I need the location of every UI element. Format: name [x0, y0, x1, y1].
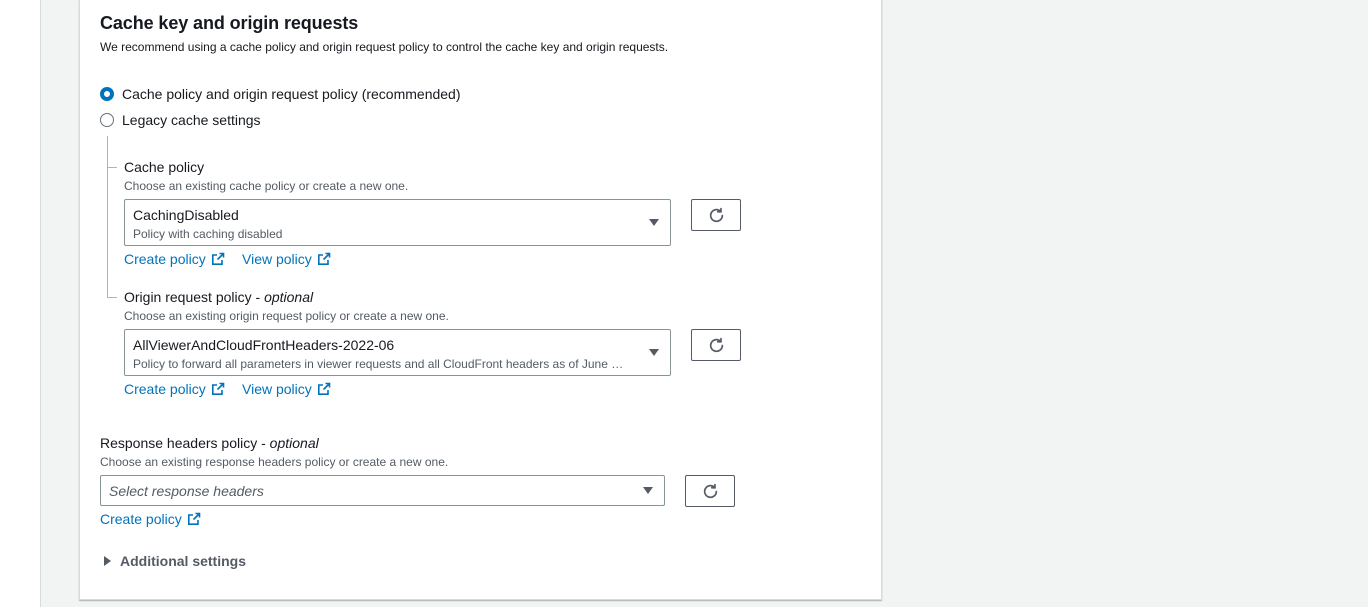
cache-policy-create-link[interactable] [124, 251, 225, 267]
tree-connector-branch [107, 297, 117, 298]
additional-settings-expander[interactable] [104, 553, 246, 569]
response-headers-policy-select[interactable] [100, 475, 665, 506]
response-headers-policy-label-text: Response headers policy [100, 435, 258, 451]
cache-policy-refresh-button[interactable] [691, 199, 741, 231]
origin-request-policy-label-text: Origin request policy [124, 289, 252, 305]
label-separator: - [251, 289, 265, 305]
create-policy-label: Create policy [100, 511, 182, 527]
response-headers-policy-create-link[interactable] [100, 511, 201, 527]
response-headers-policy-description: Choose an existing response headers policy or create a new one. [100, 455, 449, 469]
external-link-icon [211, 382, 225, 396]
radio-button-unselected[interactable] [100, 113, 114, 127]
tree-connector-line [107, 136, 108, 298]
cache-policy-description: Choose an existing cache policy or create a new one. [124, 179, 409, 193]
external-link-icon [317, 382, 331, 396]
origin-request-policy-refresh-button[interactable] [691, 329, 741, 361]
origin-request-policy-label [124, 289, 313, 305]
origin-request-policy-selected-description: Policy to forward all parameters in viewer requests and all CloudFront headers as of June … [133, 357, 624, 371]
cache-policy-view-link[interactable] [242, 251, 331, 267]
cache-policy-selected-value: CachingDisabled [133, 207, 239, 223]
response-headers-policy-refresh-button[interactable] [685, 475, 735, 507]
caret-right-icon [104, 556, 111, 566]
tree-connector-branch [107, 167, 117, 168]
view-policy-label: View policy [242, 381, 312, 397]
label-separator: - [257, 435, 270, 451]
refresh-icon [708, 207, 725, 224]
radio-option-legacy[interactable] [100, 110, 261, 130]
additional-settings-label: Additional settings [120, 553, 246, 569]
radio-label-recommended: Cache policy and origin request policy (recommended) [122, 86, 461, 102]
cache-policy-selected-description: Policy with caching disabled [133, 227, 283, 241]
section-description: We recommend using a cache policy and origin request policy to control the cache key and origin requests. [100, 40, 669, 54]
optional-suffix: optional [264, 289, 314, 305]
external-link-icon [317, 252, 331, 266]
cache-policy-label: Cache policy [124, 159, 205, 175]
radio-option-recommended[interactable] [100, 84, 461, 104]
origin-request-policy-create-link[interactable] [124, 381, 225, 397]
caret-down-icon [649, 349, 659, 356]
radio-button-selected[interactable] [100, 87, 114, 101]
external-link-icon [211, 252, 225, 266]
origin-request-policy-selected-value: AllViewerAndCloudFrontHeaders-2022-06 [133, 337, 395, 353]
origin-request-policy-description: Choose an existing origin request policy or create a new one. [124, 309, 449, 323]
caret-down-icon [643, 487, 653, 494]
cache-key-panel [79, 0, 882, 600]
section-title: Cache key and origin requests [100, 13, 359, 33]
refresh-icon [708, 337, 725, 354]
view-policy-label: View policy [242, 251, 312, 267]
optional-suffix: optional [269, 435, 319, 451]
refresh-icon [702, 483, 719, 500]
response-headers-policy-label [100, 435, 319, 451]
radio-label-legacy: Legacy cache settings [122, 112, 261, 128]
response-headers-placeholder: Select response headers [109, 483, 264, 499]
create-policy-label: Create policy [124, 381, 206, 397]
caret-down-icon [649, 219, 659, 226]
origin-request-policy-view-link[interactable] [242, 381, 331, 397]
external-link-icon [187, 512, 201, 526]
create-policy-label: Create policy [124, 251, 206, 267]
origin-request-policy-select[interactable] [124, 329, 671, 376]
left-gutter [0, 0, 41, 607]
cache-policy-select[interactable] [124, 199, 671, 246]
